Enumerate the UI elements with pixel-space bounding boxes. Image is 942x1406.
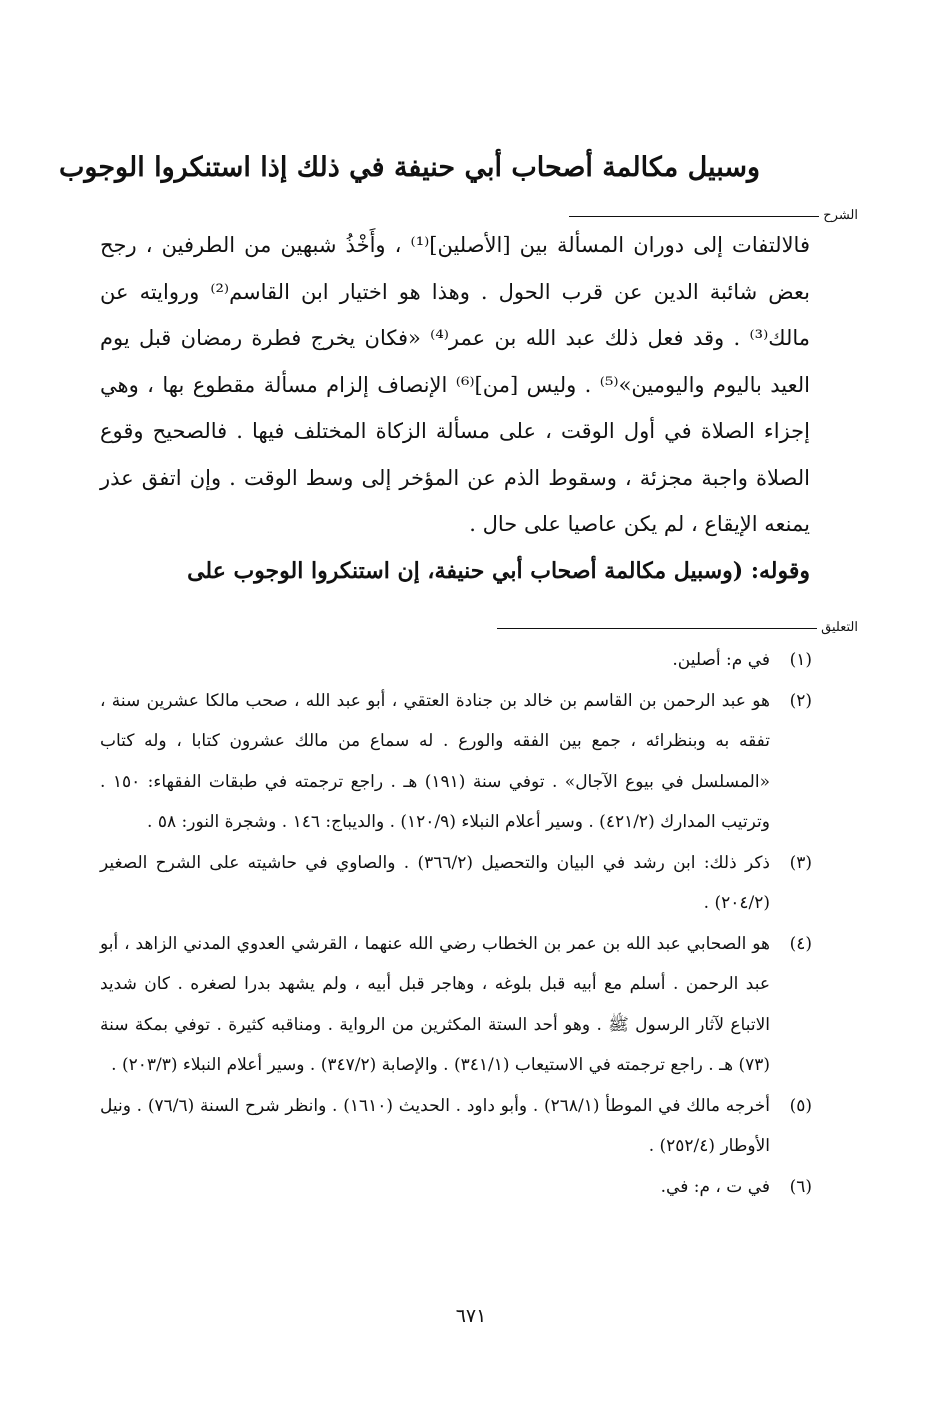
notes-label: [497, 620, 858, 636]
commentary-body: [100, 222, 810, 594]
footnotes: [100, 640, 812, 1207]
commentary-paragraph: فالالتفات إلى دوران المسألة بين [الأصلين]⁽¹⁾ ، وأَخْذُ شبهين من الطرفين ، رجح بعض شائبة الدين عن قرب الحول . وهذا هو اختيار ابن القاسم⁽²⁾ وروايته عن مالك⁽³⁾ . وقد فعل ذلك عبد الله بن عمر⁽⁴⁾ «فكان يخرج فطرة رمضان قبل يوم العيد باليوم واليومين»⁽⁵⁾ . وليس [من]⁽⁶⁾ الإنصاف إلزام مسألة مقطوع بها ، وهي إجزاء الصلاة في أول الوقت ، على مسألة الزكاة المختلف فيها . فالصحيح وقوع الصلاة واجبة مجزئة ، وسقوط الذم عن المؤخر إلى وسط الوقت . وإن اتفق عذر يمنعه الإيقاع ، لم يكن عاصيا على حال .: [100, 233, 810, 536]
notes-divider: [497, 628, 817, 629]
footnote-1: [100, 640, 812, 681]
footnote-number: (٥): [789, 1095, 812, 1116]
footnote-number: (٦): [789, 1176, 812, 1197]
page-number: ٦٧١: [455, 1305, 487, 1327]
commentary-divider: [569, 216, 819, 217]
footnote-text: في ت ، م: في.: [660, 1176, 770, 1197]
notes-label-text: التعليق: [821, 620, 858, 635]
footnote-number: (٤): [789, 933, 812, 954]
footnote-2: [100, 681, 812, 843]
footnote-6: [100, 1167, 812, 1208]
footnote-text: في م: أصلين.: [672, 650, 770, 670]
footnote-number: (٢): [789, 690, 812, 711]
footnote-text: ذكر ذلك: ابن رشد في البيان والتحصيل (٣٦٦/٢) . والصاوي في حاشيته على الشرح الصغير (٢٠٤/٢) .: [100, 852, 771, 913]
commentary-label-text: الشرح: [823, 208, 858, 223]
footnote-text: أخرجه مالك في الموطأ (٢٦٨/١) . وأبو داود . الحديث (١٦١٠) . وانظر شرح السنة (٧٦/٦) . ونيل الأوطار (٢٥٢/٤) .: [100, 1095, 770, 1156]
footnote-5: [100, 1086, 812, 1167]
footnote-number: (١): [789, 650, 812, 670]
footnote-text: هو عبد الرحمن بن القاسم بن خالد بن جنادة العتقي ، أبو عبد الله ، صحب مالكا عشرين سنة ، تفقه به وبنظرائه ، جمع بين الفقه والورع . له سماع من مالك عشرون كتابا ، وله كتاب «المسلسل في بيوع الآجال» . توفي سنة (١٩١) هـ . راجع ترجمته في طبقات الفقهاء: ١٥٠ . وترتيب المدارك (٤٢١/٢) . وسير أعلام النبلاء (١٢٠/٩) . والديباج: ١٤٦ . وشجرة النور: ٥٨ .: [100, 690, 770, 832]
quoted-text-line: وقوله: (وسبيل مكالمة أصحاب أبي حنيفة، إن استنكروا الوجوب على: [187, 557, 810, 584]
footnote-text: هو الصحابي عبد الله بن عمر بن الخطاب رضي الله عنهما ، القرشي العدوي المدني الزاهد ، أبو عبد الرحمن . أسلم مع أبيه قبل بلوغه ، وهاجر قبل أبيه ، ولم يشهد بدرا لصغره . كان شديد الاتباع لآثار الرسول ﷺ . وهو أحد الستة المكثرين من الرواية . ومناقبه كثيرة . توفي بمكة سنة (٧٣) هـ . راجع ترجمته في الاستيعاب (٣٤١/١) . والإصابة (٣٤٧/٢) . وسير أعلام النبلاء (٢٠٣/٣) .: [100, 933, 770, 1075]
section-heading: وسبيل مكالمة أصحاب أبي حنيفة في ذلك إذا استنكروا الوجوب: [59, 152, 760, 183]
footnote-4: [100, 924, 812, 1086]
footnote-3: [100, 843, 812, 924]
footnote-number: (٣): [789, 852, 812, 873]
